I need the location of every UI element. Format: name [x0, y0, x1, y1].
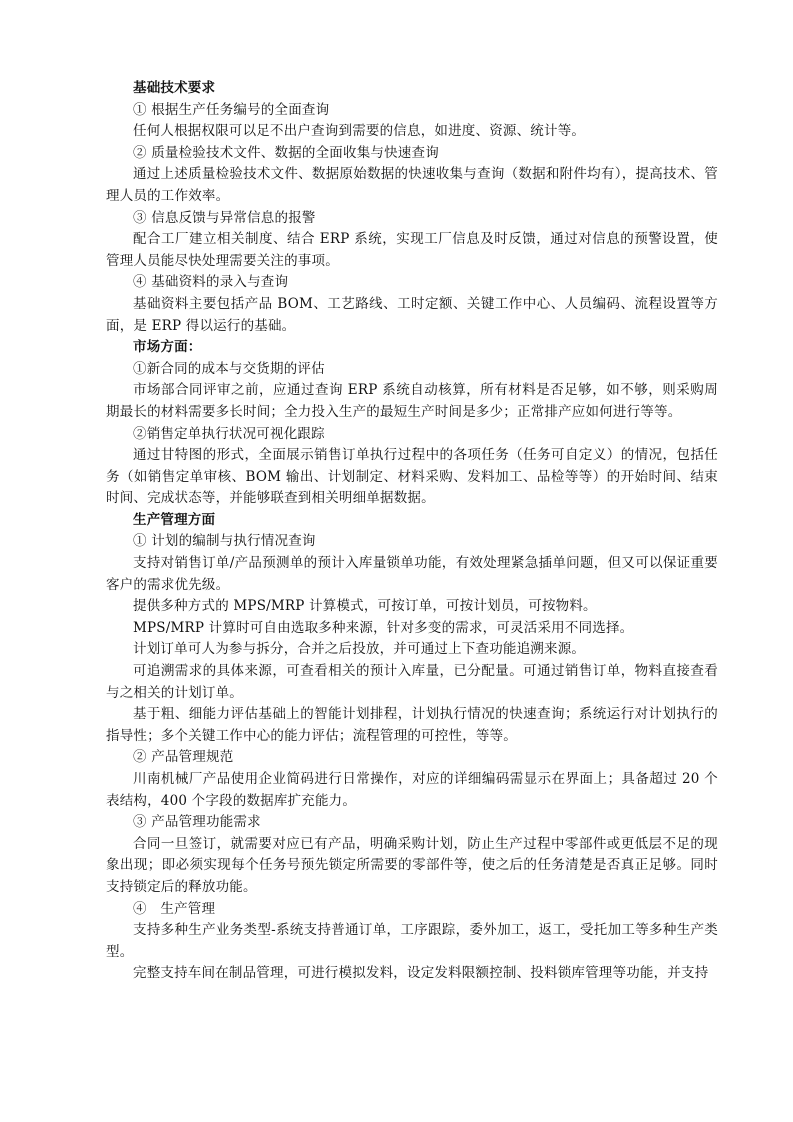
paragraph: 川南机械厂产品使用企业简码进行日常操作，对应的详细编码需显示在界面上；具备超过 20 个表结构，400 个字段的数据库扩充能力。 [106, 771, 718, 809]
paragraph: 基础资料主要包括产品 BOM、工艺路线、工时定额、关键工作中心、人员编码、流程设置等方面，是 ERP 得以运行的基础。 [106, 295, 718, 334]
paragraph: 支持多种生产业务类型-系统支持普通订单，工序跟踪，委外加工，返工，受托加工等多种生产类型。 [106, 922, 718, 960]
paragraph: 合同一旦签订，就需要对应已有产品，明确采购计划，防止生产过程中零部件或更低层不足的现象出现；即必须实现每个任务号预先锁定所需要的零部件等，使之后的任务清楚是否真正足够。同时支持锁定后的释放功能。 [106, 835, 718, 895]
subheading: ① 计划的编制与执行情况查询 [133, 533, 316, 550]
paragraph: MPS/MRP 计算时可自由选取多种来源，针对多变的需求，可灵活采用不同选择。 [133, 619, 634, 636]
paragraph: 支持对销售订单/产品预测单的预计入库量锁单功能，有效处理紧急插单问题，但又可以保证重要客户的需求优先级。 [106, 555, 718, 593]
paragraph: 通过上述质量检验技术文件、数据原始数据的快速收集与查询（数据和附件均有），提高技术、管理人员的工作效率。 [106, 166, 718, 204]
paragraph: 配合工厂建立相关制度、结合 ERP 系统，实现工厂信息及时反馈，通过对信息的预警设置，使管理人员能尽快处理需要关注的事项。 [106, 231, 718, 269]
section-heading-basic-tech: 基础技术要求 [133, 80, 216, 96]
subheading: ④ 生产管理 [133, 900, 216, 917]
paragraph: 任何人根据权限可以足不出户查询到需要的信息，如进度、资源、统计等。 [133, 123, 586, 140]
paragraph: 通过甘特图的形式，全面展示销售订单执行过程中的各项任务（任务可自定义）的情况，包括任务（如销售定单审核、BOM 输出、计划制定、材料采购、发料加工、品检等等）的开始时间、结束时间、完成状态等，并能够联查到相关明细单据数据。 [106, 447, 718, 507]
subheading: ①新合同的成本与交货期的评估 [133, 360, 325, 377]
paragraph: 完整支持车间在制品管理，可进行模拟发料，设定发料限额控制、投料锁库管理等功能，并支持 [133, 965, 709, 982]
paragraph: 计划订单可人为参与拆分，合并之后投放，并可通过上下查功能追溯来源。 [133, 641, 586, 658]
paragraph: 提供多种方式的 MPS/MRP 计算模式，可按订单，可按计划员，可按物料。 [133, 598, 597, 615]
section-heading-production: 生产管理方面 [133, 511, 216, 528]
document-page [106, 78, 718, 985]
subheading: ②销售定单执行状况可视化跟踪 [133, 425, 325, 442]
paragraph: 可追溯需求的具体来源，可查看相关的预计入库量，已分配量。可通过销售订单，物料直接查看与之相关的计划订单。 [106, 663, 718, 701]
subheading: ① 根据生产任务编号的全面查询 [133, 101, 330, 118]
subheading: ④ 基础资料的录入与查询 [133, 274, 289, 291]
subheading: ③ 产品管理功能需求 [133, 814, 261, 831]
subheading: ③ 信息反馈与异常信息的报警 [133, 209, 316, 226]
subheading: ② 产品管理规范 [133, 749, 234, 766]
section-heading-market: 市场方面： [133, 339, 202, 356]
paragraph: 基于粗、细能力评估基础上的智能计划排程，计划执行情况的快速查询；系统运行对计划执行的指导性；多个关键工作中心的能力评估；流程管理的可控性，等等。 [106, 706, 718, 744]
subheading: ② 质量检验技术文件、数据的全面收集与快速查询 [133, 144, 439, 161]
paragraph: 市场部合同评审之前，应通过查询 ERP 系统自动核算，所有材料是否足够，如不够，则采购周期最长的材料需要多长时间；全力投入生产的最短生产时间是多少；正常排产应如何进行等等。 [106, 382, 718, 420]
